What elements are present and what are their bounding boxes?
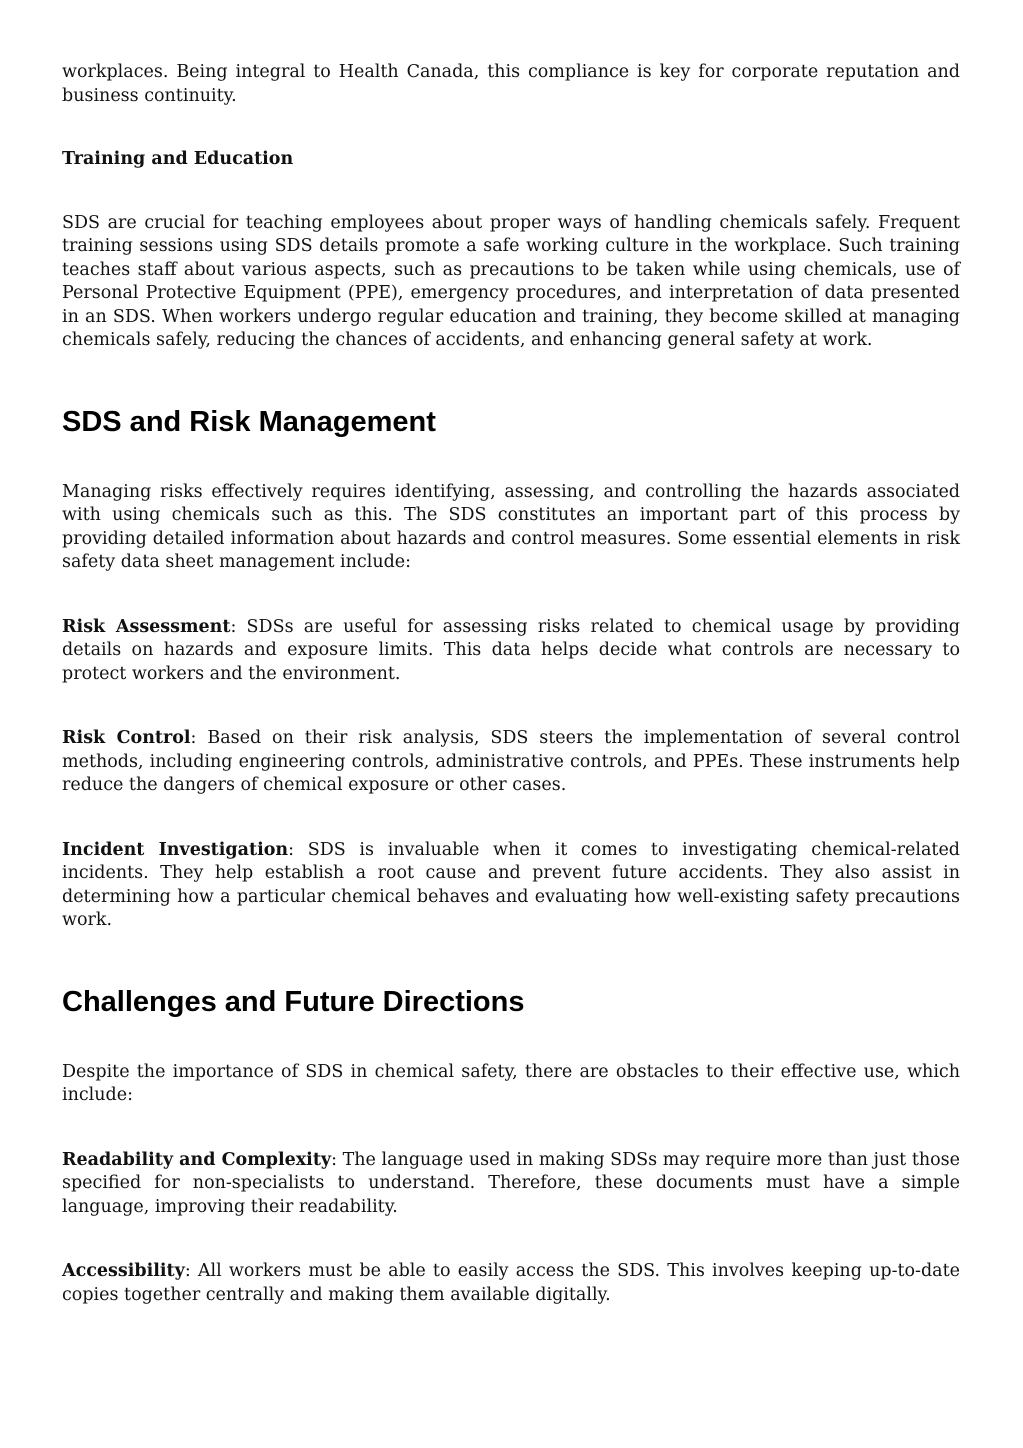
intro-paragraph: workplaces. Being integral to Health Canada, this compliance is key for corporate reputation and business continuity. <box>62 62 960 106</box>
risk-assessment-paragraph <box>62 616 960 687</box>
incident-investigation-paragraph <box>62 839 960 933</box>
risk-management-heading: SDS and Risk Management <box>62 405 436 438</box>
risk-management-intro: Managing risks effectively requires identifying, assessing, and controlling the hazards associated with using chemicals such as this. The SDS constitutes an important part of this process by providing detailed information about hazards and control measures. Some essential elements in risk safety data sheet management include: <box>62 481 960 572</box>
risk-control-term: Risk Control <box>62 728 191 748</box>
training-paragraph: SDS are crucial for teaching employees about proper ways of handling chemicals safely. Frequent training sessions using SDS details promote a safe working culture in the workplace. Such training teaches staff about various aspects, such as precautions to be taken while using chemicals, use of Personal Protective Equipment (PPE), emergency procedures, and interpretation of data presented in an SDS. When workers undergo regular education and training, they become skilled at managing chemicals safely, reducing the chances of accidents, and enhancing general safety at work. <box>62 212 960 350</box>
challenges-intro: Despite the importance of SDS in chemical safety, there are obstacles to their effective use, which include: <box>62 1061 960 1105</box>
accessibility-text: : All workers must be able to easily access the SDS. This involves keeping up-to-date copies together centrally and making them available digitally. <box>62 1261 960 1305</box>
challenges-heading: Challenges and Future Directions <box>62 985 525 1018</box>
accessibility-paragraph <box>62 1260 960 1307</box>
accessibility-term: Accessibility <box>62 1261 185 1281</box>
risk-assessment-text: : SDSs are useful for assessing risks related to chemical usage by providing details on hazards and exposure limits. This data helps decide what controls are necessary to protect workers and the environment. <box>62 616 960 684</box>
risk-control-text: : Based on their risk analysis, SDS steers the implementation of several control methods, including engineering controls, administrative controls, and PPEs. These instruments help reduce the dangers of chemical exposure or other cases. <box>62 728 960 795</box>
incident-investigation-term: Incident Investigation <box>62 839 289 860</box>
document-page <box>62 61 960 1307</box>
readability-term: Readability and Complexity <box>62 1149 332 1170</box>
risk-assessment-term: Risk Assessment <box>62 616 231 637</box>
training-heading: Training and Education <box>62 149 294 169</box>
readability-paragraph <box>62 1149 960 1220</box>
readability-text: : The language used in making SDSs may require more than just those specified for non-specialists to understand. Therefore, these documents must have a simple language, improving their readability. <box>62 1149 960 1217</box>
risk-control-paragraph <box>62 727 960 798</box>
incident-investigation-text: : SDS is invaluable when it comes to investigating chemical-related incidents. They help establish a root cause and prevent future accidents. They also assist in determining how a particular chemical behaves and evaluating how well-existing safety precautions work. <box>62 839 961 930</box>
